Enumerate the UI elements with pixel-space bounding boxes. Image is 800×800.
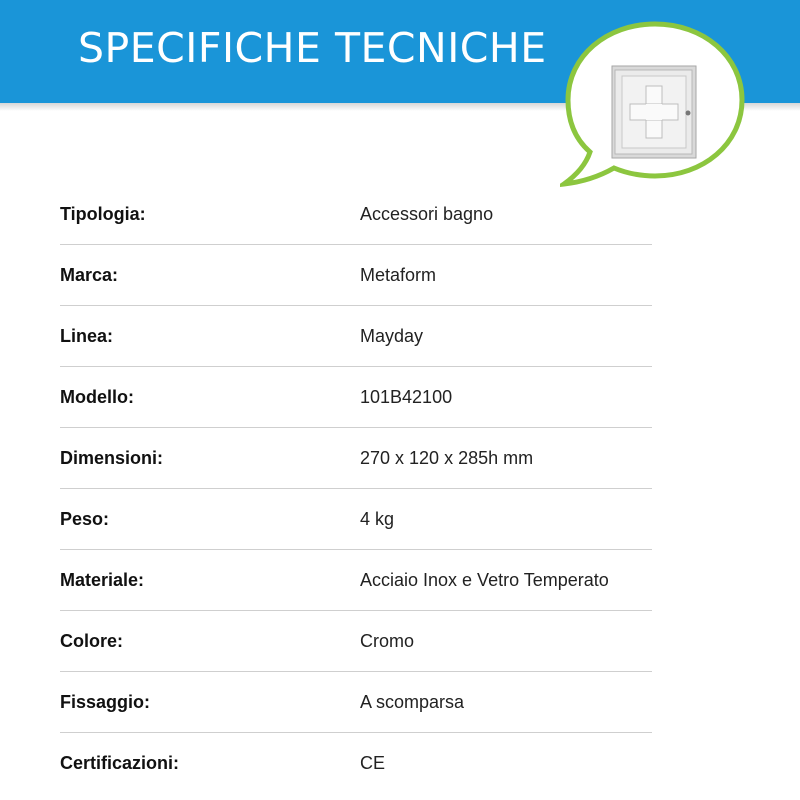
spec-value: Metaform — [360, 264, 437, 285]
medicine-cabinet-icon — [612, 66, 696, 158]
spec-value: 270 x 120 x 285h mm — [360, 447, 534, 468]
spec-label: Materiale: — [60, 569, 145, 590]
spec-row-certificazioni — [60, 733, 652, 793]
spec-label: Certificazioni: — [60, 752, 180, 773]
spec-label: Dimensioni: — [60, 447, 164, 468]
spec-value: 101B42100 — [360, 386, 453, 407]
spec-value: Mayday — [360, 325, 424, 346]
spec-value: Accessori bagno — [360, 203, 494, 224]
spec-label: Fissaggio: — [60, 691, 151, 712]
spec-row-modello — [60, 367, 652, 428]
spec-label: Colore: — [60, 630, 123, 651]
spec-row-linea — [60, 306, 652, 367]
spec-value: Cromo — [360, 630, 415, 651]
spec-label: Tipologia: — [60, 203, 146, 224]
spec-row-marca — [60, 245, 652, 306]
spec-value: 4 kg — [360, 508, 395, 529]
spec-row-materiale — [60, 550, 652, 611]
spec-label: Peso: — [60, 508, 110, 529]
spec-value: A scomparsa — [360, 691, 465, 712]
spec-value: CE — [360, 752, 386, 773]
spec-row-peso — [60, 489, 652, 550]
spec-row-dimensioni — [60, 428, 652, 489]
page-title: SPECIFICHE TECNICHE — [78, 24, 547, 72]
spec-row-tipologia — [60, 184, 652, 245]
product-image-bubble — [560, 18, 750, 193]
spec-value: Acciaio Inox e Vetro Temperato — [360, 569, 609, 590]
spec-label: Modello: — [60, 386, 134, 407]
specs-table — [60, 184, 652, 793]
spec-label: Linea: — [60, 325, 114, 346]
spec-row-fissaggio — [60, 672, 652, 733]
spec-label: Marca: — [60, 264, 119, 285]
spec-row-colore — [60, 611, 652, 672]
